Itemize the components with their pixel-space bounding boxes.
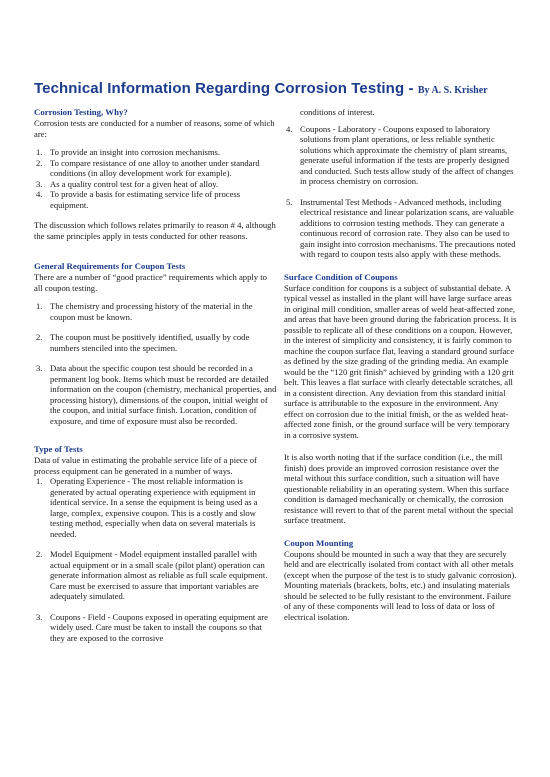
left-column bbox=[34, 107, 277, 643]
why-intro: Corrosion tests are conducted for a number of reasons, some of which are: bbox=[34, 118, 275, 139]
types-intro: Data of value in estimating the probable service life of a piece of process equipment can be generated in a number of ways. bbox=[34, 455, 257, 476]
types-list bbox=[34, 476, 277, 643]
list-item: 1. To provide an insight into corrosion mechanisms. bbox=[36, 147, 221, 157]
list-item: 3. Data about the specific coupon test should be recorded in a permanent log book. Items which must be recorded are detailed information on the coupon (chemistry, mechanical properties, and processing history), dimensions of the coupon, initial weight of the coupon, and initial surface finish. Location, condition of exposure, and time of exposure must also be recorded. bbox=[36, 363, 277, 426]
surface-paragraph-1: Surface condition for coupons is a subject of substantial debate. A typical vessel as installed in the plant will have large surface areas in original mill condition, smaller areas of weld heat-affected zone, and areas that have been ground during the fabrication process. It is possible to replicate all of these conditions on a coupon. However, in the interest of simplicity and consistency, it is fairly common to machine the coupon surface flat, leaving a standard ground surface as defined by the size grading of the grinding media. An example would be the “120 grit finish” achieved by grinding with a 120 grit belt. This leaves a flat surface with clearly detectable scratches, all in a consistent direction. Any deviation from this standard initial surface is attributable to the exposure in the environment. Any effect on corrosion due to the initial finish, or the as welded heat-affected zone finish, or the ground surface will be very temporary in a corrosive system. bbox=[284, 282, 517, 440]
list-item: 2. To compare resistance of one alloy to another under standard conditions (in alloy development work for example). bbox=[36, 157, 260, 178]
title-main: Technical Information Regarding Corrosion Testing - bbox=[34, 80, 418, 97]
title-byline: By A. S. Krisher bbox=[417, 85, 488, 96]
right-column bbox=[284, 107, 518, 622]
heading-general-requirements: General Requirements for Coupon Tests bbox=[34, 261, 186, 271]
why-discussion: The discussion which follows relates primarily to reason # 4, although the same principles apply in tests conducted for other reasons. bbox=[34, 220, 276, 241]
general-intro: There are a number of “good practice” requirements which apply to all coupon testing. bbox=[34, 272, 267, 293]
general-list bbox=[34, 301, 277, 426]
mounting-paragraph: Coupons should be mounted in such a way that they are securely held and are electrically isolated from contact with all other metals (except when the purpose of the test is to study galvanic corrosion). Mounting materials (brackets, bolts, etc.) and insulating materials should be selected to be fully resistant to the environment. Failure of any of these components will lead to loss of data or loss of electrical isolation. bbox=[284, 548, 517, 622]
list-item: 1. The chemistry and processing history of the material in the coupon must be known. bbox=[36, 301, 253, 322]
list-item: 2. The coupon must be positively identified, usually by code numbers stenciled into the specimen. bbox=[36, 332, 250, 353]
heading-corrosion-testing-why: Corrosion Testing, Why? bbox=[34, 107, 128, 117]
list-item: 4. To provide a basis for estimating service life of process equipment. bbox=[36, 189, 241, 210]
heading-surface-condition: Surface Condition of Coupons bbox=[284, 271, 398, 282]
list-item: 5. Instrumental Test Methods - Advanced methods, including electrical resistance and linear polarization scans, are valuable additions to corrosion testing methods. They can generate a continuous record of corrosion rate. They also can be used to gain insight into corrosion mechanisms. The precautions noted with regard to coupon tests also apply with these methods. bbox=[286, 196, 516, 259]
continuation-text: conditions of interest. bbox=[300, 107, 375, 117]
document-title bbox=[34, 80, 534, 98]
list-item: 3. Coupons - Field - Coupons exposed in operating equipment are widely used. Care must be taken to install the coupons so that they are exposed to the corrosive bbox=[36, 611, 268, 643]
heading-coupon-mounting: Coupon Mounting bbox=[284, 537, 354, 548]
list-item: 4. Coupons - Laboratory - Coupons exposed to laboratory solutions from plant operations, or less reliable synthetic solutions which approximate the chemistry of plant streams, generate useful information if the tests are properly designed and conducted. Such tests allow study of the affect of changes in process chemistry on corrosion. bbox=[286, 123, 514, 186]
list-item: 2. Model Equipment - Model equipment installed parallel with actual equipment or in a small scale (pilot plant) operation can generate information almost as reliable as full scale equipment. Care must be exercised to assure that important variables are adequately simulated. bbox=[36, 549, 268, 601]
list-item: 1. Operating Experience - The most reliable information is generated by actual operating experience with equipment in identical service. In a sense the equipment is being used as a large, complex, expensive coupon. This is a costly and slow testing method, especially when data on several materials is needed. bbox=[36, 476, 258, 539]
why-list bbox=[34, 147, 277, 210]
list-item: 3. As a quality control test for a given heat of alloy. bbox=[36, 178, 219, 189]
heading-type-of-tests: Type of Tests bbox=[34, 444, 83, 454]
surface-paragraph-2: It is also worth noting that if the surface condition (i.e., the mill finish) does provide an improved corrosion resistance over the metal without this surface condition, such a situation will have questionable reliability in an operating system. When this surface condition is damaged mechanically or chemically, the corrosion resistance will revert to that of the parent metal without the special surface treatment. bbox=[284, 452, 514, 525]
types-list-continued bbox=[284, 124, 518, 260]
